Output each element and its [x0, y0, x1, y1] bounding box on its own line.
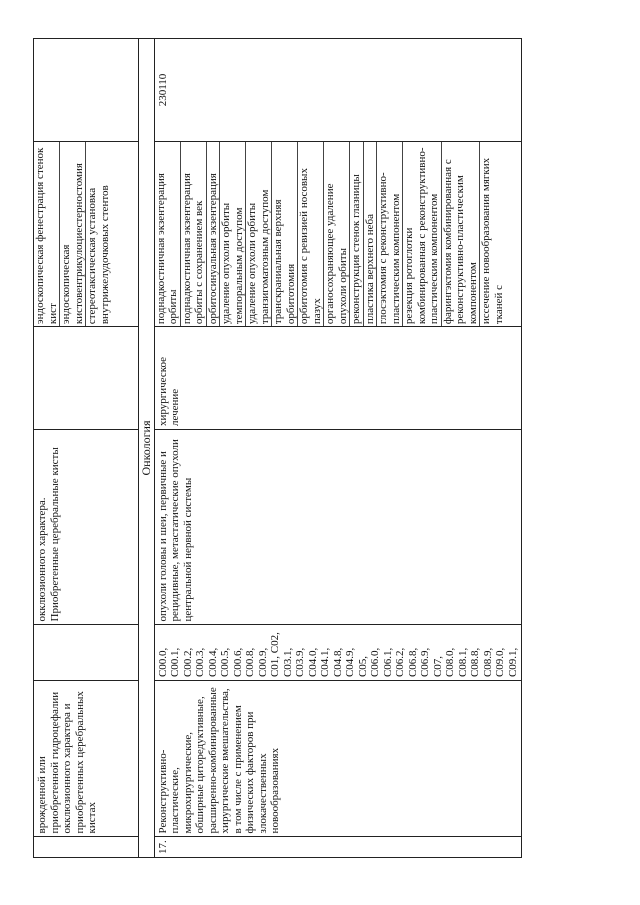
cell-kind: хирургическое лечение [154, 327, 522, 430]
method-item: органосохраняющее удаление опухоли орбиты [324, 142, 350, 326]
code-item: C03.9, [294, 647, 306, 678]
code-item: C01, C02, [269, 632, 281, 678]
code-item: C04.8, [331, 647, 344, 678]
method-item: орбитосинуальная экзентерация [207, 142, 221, 326]
code-item: C00.2, [181, 647, 194, 678]
code-item: C06.2, [394, 647, 406, 678]
method-item: поднадкостничная экзентерация орбиты [155, 142, 181, 326]
code-item: C06.9, [419, 647, 431, 678]
code-item: C08.0, [444, 647, 456, 678]
code-item: C04.0, [306, 647, 319, 678]
code-item: C00.0, [156, 647, 169, 678]
rotated-page [33, 38, 598, 858]
method-item: удаление опухоли орбиты темпоральным доступом [220, 142, 246, 326]
cell-model: окклюзионного характера. Приобретенные церебральные кисты [34, 430, 139, 625]
cell-codes-empty [34, 625, 139, 681]
method-item: поднадкостничная экзентерация орбиты с сохранением век [181, 142, 207, 326]
section-header-row [139, 39, 155, 858]
code-item: C00.1, [169, 647, 181, 678]
cell-methods [34, 141, 139, 326]
code-item: C00.5, [219, 647, 231, 678]
section-title: Онкология [139, 39, 155, 858]
cell-kind-empty [34, 327, 139, 430]
cell-tariff: 230110 [154, 39, 522, 142]
code-item: C06.8, [406, 647, 419, 678]
code-item: C00.9, [256, 647, 269, 678]
cell-methods [154, 141, 522, 326]
code-item: C06.0, [369, 647, 381, 678]
method-item: удаление опухоли орбиты транзигоматозным доступом [246, 142, 272, 326]
medical-care-table [33, 38, 522, 858]
method-item: фарингэктомия комбинированная с реконструктивно-пластическим компонентом [442, 142, 481, 326]
method-item: орбитотомия с ревизией носовых пазух [298, 142, 324, 326]
method-item: пластика верхнего неба [364, 142, 378, 326]
cell-row-number: 17. [154, 837, 522, 858]
code-item: C05, [356, 655, 369, 678]
code-item: C00.8, [244, 647, 256, 678]
cell-model: опухоли головы и шеи, первичные и рецидивные, метастатические опухоли центральной нервной системы [154, 430, 522, 625]
method-item: резекция ротоглотки комбинированная с реконструктивно-пластическим компонентом [403, 142, 442, 326]
table-row-continuation [34, 39, 139, 858]
method-item: транскраниальная верхняя орбитотомия [272, 142, 298, 326]
code-item: C08.8, [469, 647, 481, 678]
code-item: C04.1, [319, 647, 331, 678]
method-item: эндоскопическая кистовентрикулоциестерностомия [60, 142, 86, 326]
cell-name: Реконструктивно-пластические, микрохирургические, обширные циторедуктивные, расширенно-комбинированные хирургические вмешательства, в том числе с применением физических факторов при злокачественных новообразованиях [154, 681, 522, 837]
cell-tariff-empty [34, 39, 139, 142]
code-item: C03.1, [281, 647, 294, 678]
code-item: C04.9, [344, 647, 356, 678]
code-item: C08.9, [481, 647, 494, 678]
method-item: эндоскопическая фенестрация стенок кист [34, 142, 60, 326]
code-item: C07, [431, 655, 444, 678]
method-item: реконструкция стенок глазницы [350, 142, 364, 326]
cell-codes [154, 625, 522, 681]
method-item: глосэктомия с реконструктивно-пластическим компонентом [377, 142, 403, 326]
method-item: иссечение новообразования мягких тканей с [480, 157, 505, 325]
cell-name: врожденной или приобретенной гидроцефалии окклюзионного характера и приобретенных церебральных кистах [34, 681, 139, 837]
table-row-17 [154, 39, 522, 858]
code-item: C09.1, [506, 647, 519, 678]
code-item: C08.1, [456, 647, 469, 678]
code-item: C00.6, [231, 647, 244, 678]
code-item: C00.4, [206, 647, 219, 678]
code-item: C00.3, [194, 647, 206, 678]
cell-number-empty [34, 837, 139, 858]
code-item: C09.0, [494, 647, 506, 678]
code-item: C06.1, [381, 647, 394, 678]
method-item: стереотаксическая установка внутрижелудочковых стентов [86, 185, 111, 325]
code-list [157, 629, 520, 678]
